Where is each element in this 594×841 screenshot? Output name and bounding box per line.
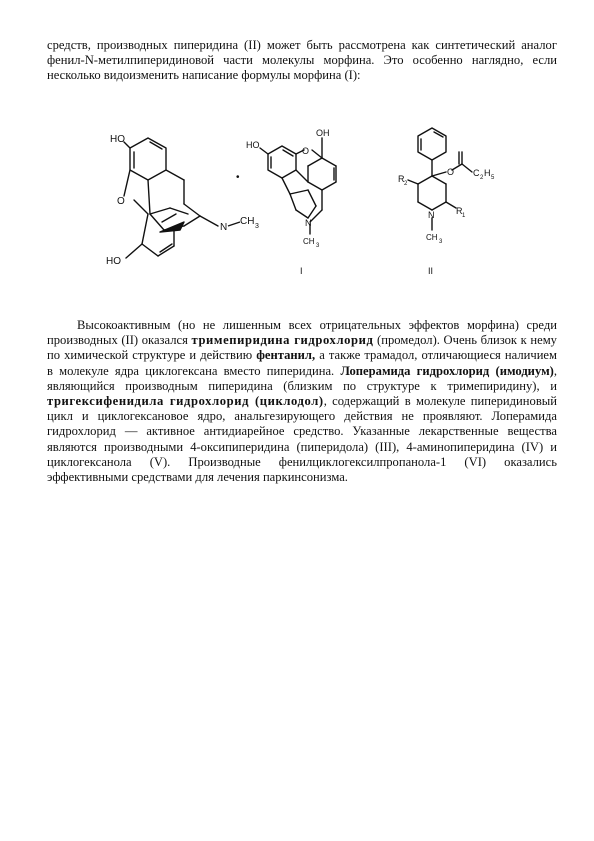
oh-right-label-middle: OH xyxy=(316,128,330,138)
morphine-structure-I xyxy=(260,138,336,234)
paragraph-intro: средств, производных пиперидина (II) может быть рассмотрена как синтетический аналог фенил-N-метилпиперидиновой части молекулы морфина. Это особенно наглядно, если несколько видоизменить написание формулы морфина (I): xyxy=(47,38,557,83)
bold-term-fentanyl: фентанил, xyxy=(256,348,316,363)
r2-sub: 2 xyxy=(404,181,408,187)
text-run: Высокоактивным (но не лишенным всех отрицательных эффектов морфина) среди производных (II) оказался xyxy=(47,318,557,348)
oh-top-label: HO xyxy=(110,134,125,145)
n-label-middle: N xyxy=(305,218,312,228)
r2-label: R xyxy=(398,174,405,184)
c2h5-h-label: H xyxy=(484,168,491,178)
text-run: , содержащий в молекуле пиперидиновый цикл и циклогексановое ядро, анальгезирующего действия не проявляют. Лоперамида гидрохлорид — активное антидиарейное средство. Указанные лекарственные вещества являются производными 4-оксипиперидина (пиперидола) (III), 4-аминопиперидина (IV) и циклогексанола (V). Производные фенилциклогексилпропанола-1 (VI) оказались эффективными средствами для лечения паркинсонизма. xyxy=(47,394,557,485)
ch3-sub-right: 3 xyxy=(439,239,443,245)
paragraph-main xyxy=(47,318,557,485)
o-bridge-label: O xyxy=(117,196,125,207)
r1-sub: 1 xyxy=(462,213,466,219)
text-run: , являющийся производным пиперидина (близким по структуре к тримепиридину), и xyxy=(47,363,557,393)
c2h5-sub1: 2 xyxy=(480,175,484,181)
label-II: II xyxy=(428,266,434,276)
separator-dot: • xyxy=(236,172,240,183)
r1-label: R xyxy=(456,206,463,216)
morphine-perspective-structure xyxy=(124,138,218,258)
text-run: (промедол). Очень близок к нему по химической структуре и действию xyxy=(47,333,557,363)
ch3-label-right: CH xyxy=(426,233,438,242)
bold-term-trimeperidine: тримепиридина гидрохлорид xyxy=(191,333,374,348)
text-run: а также трамадол, отличающиеся наличием в молекуле ядра циклогексана вместо пиперидина. xyxy=(47,348,557,378)
label-I: I xyxy=(300,266,303,276)
ch3-sub-middle: 3 xyxy=(316,243,320,249)
ch3-sub-left: 3 xyxy=(255,223,259,230)
ch3-label-left: CH xyxy=(240,216,255,227)
chemical-structures-figure xyxy=(90,118,510,288)
o-label-right: O xyxy=(447,167,455,177)
oh-bottom-label: HO xyxy=(106,256,121,267)
oh-left-label-middle: HO xyxy=(246,140,260,150)
structures-svg xyxy=(90,118,510,288)
o-label-middle: O xyxy=(302,146,310,156)
ch3-label-middle: CH xyxy=(303,237,315,246)
n-label-right: N xyxy=(428,210,435,220)
c2h5-c-label: C xyxy=(473,168,480,178)
bold-term-trihexyphenidyl: тригексифенидила гидрохлорид (циклодол) xyxy=(47,394,324,409)
c2h5-sub2: 5 xyxy=(491,175,495,181)
n-label-left: N xyxy=(220,222,228,233)
bold-term-loperamide: Лоперамида гидрохлорид (имодиум) xyxy=(340,363,554,378)
